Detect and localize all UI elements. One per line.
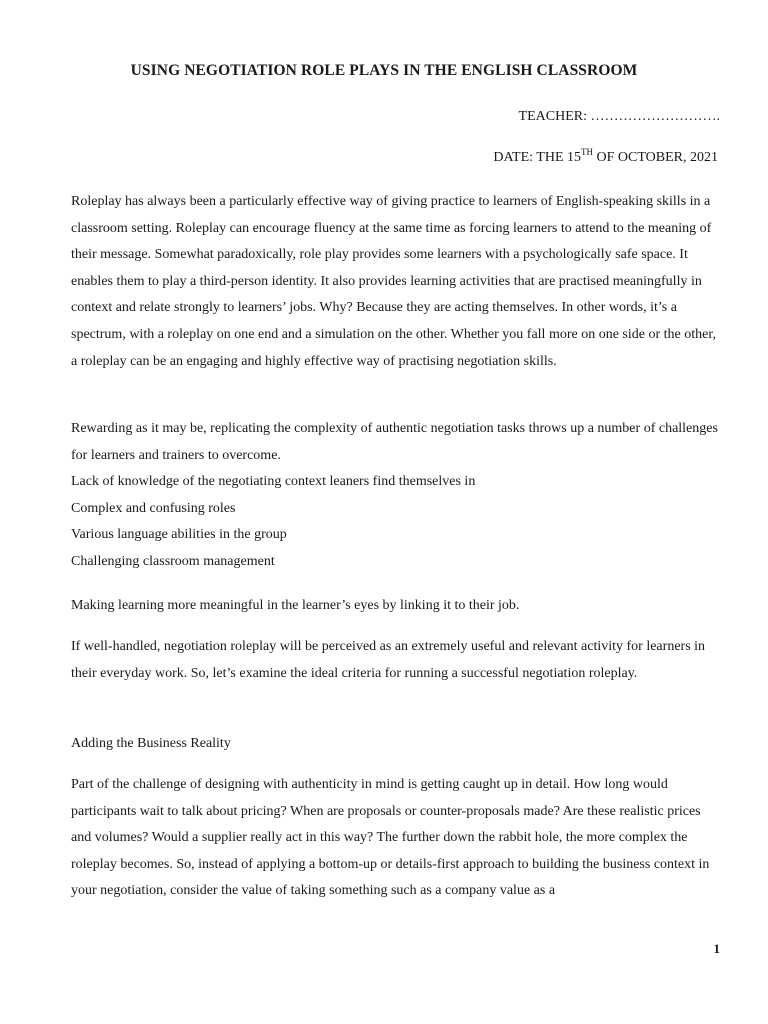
paragraph-challenges-intro: Rewarding as it may be, replicating the complexity of authentic negotiation tasks throws up a number of challenges for learners and trainers to overcome. (71, 421, 718, 463)
date-superscript: TH (581, 147, 594, 157)
page-number: 1 (713, 941, 720, 956)
challenge-item: Challenging classroom management (71, 553, 275, 569)
date-line (493, 147, 718, 166)
document-title: USING NEGOTIATION ROLE PLAYS IN THE ENGLISH CLASSROOM (130, 62, 638, 79)
meaningful-paragraph-block (71, 593, 721, 620)
paragraph-well-handled: If well-handled, negotiation roleplay will be perceived as an extremely useful and relevant activity for learners in their everyday work. So, let’s examine the ideal criteria for running a successful negotiation roleplay. (71, 639, 706, 681)
paragraph-intro: Roleplay has always been a particularly effective way of giving practice to learners of English-speaking skills in a classroom setting. Roleplay can encourage fluency at the same time as forcing learners to attend to the meaning of their message. Somewhat paradoxically, role play provides some learners with a psychologically safe space. It enables them to play a third-person identity. It also provides learning activities that are practised meaningfully in context and relate strongly to learners’ jobs. Why? Because they are acting themselves. In other words, it’s a spectrum, with a roleplay on one end and a simulation on the other. Whether you fall more on one side or the other, a roleplay can be an engaging and highly effective way of practising negotiation skills. (71, 194, 716, 369)
paragraph-business-reality: Part of the challenge of designing with authenticity in mind is getting caught up in detail. How long would participants wait to talk about pricing? When are proposals or counter-proposals made? Are these realistic prices and volumes? Would a supplier really act in this way? The further down the rabbit hole, the more complex the roleplay becomes. So, instead of applying a bottom-up or details-first approach to building the business context in your negotiation, consider the value of taking something such as a company value as a (71, 777, 710, 899)
section-heading-block (71, 731, 721, 758)
challenge-item: Lack of knowledge of the negotiating context leaners find themselves in (71, 474, 476, 490)
challenges-block (71, 416, 721, 576)
well-handled-paragraph-block (71, 634, 721, 687)
challenge-item: Complex and confusing roles (71, 500, 236, 516)
section-heading: Adding the Business Reality (71, 736, 231, 751)
challenge-item: Various language abilities in the group (71, 527, 287, 543)
paragraph-meaningful: Making learning more meaningful in the learner’s eyes by linking it to their job. (71, 598, 520, 613)
teacher-line: TEACHER: ………………………. (518, 109, 720, 124)
business-reality-paragraph-block (71, 772, 721, 905)
date-suffix: OF OCTOBER, 2021 (593, 150, 718, 165)
intro-paragraph-block (71, 189, 721, 375)
date-prefix: DATE: THE 15 (493, 150, 582, 165)
